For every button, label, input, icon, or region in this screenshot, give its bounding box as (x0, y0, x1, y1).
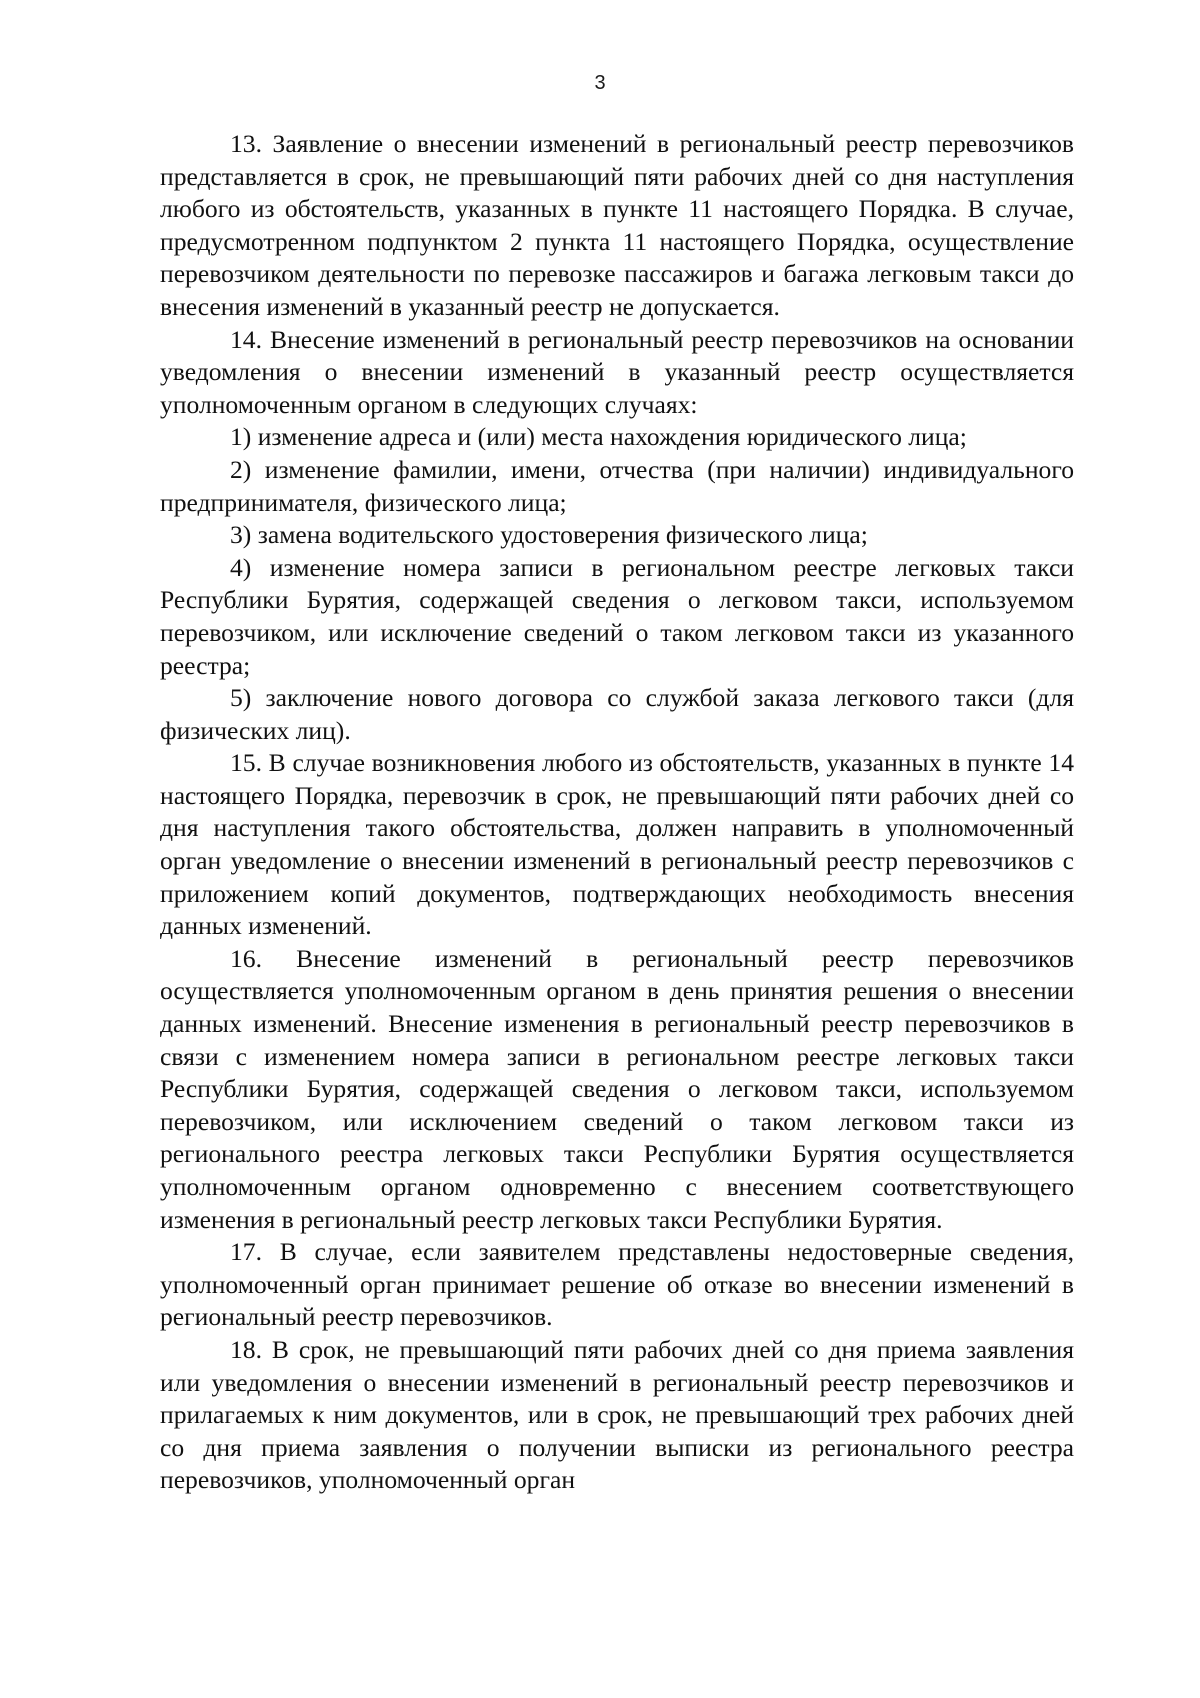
paragraph-15: 15. В случае возникновения любого из обстоятельств, указанных в пункте 14 настоящего Порядка, перевозчик в срок, не превышающий пяти рабочих дней со дня наступления такого обстоятельства, должен направить в уполномоченный орган уведомление о внесении изменений в региональный реестр перевозчиков с приложением копий документов, подтверждающих необходимость внесения данных изменений. (160, 748, 1074, 941)
paragraph-13: 13. Заявление о внесении изменений в региональный реестр перевозчиков представляется в срок, не превышающий пяти рабочих дней со дня наступления любого из обстоятельств, указанных в пункте 11 настоящего Порядка. В случае, предусмотренном подпунктом 2 пункта 11 настоящего Порядка, осуществление перевозчиком деятельности по перевозке пассажиров и багажа легковым такси до внесения изменений в указанный реестр не допускается. (160, 129, 1074, 321)
paragraph-16: 16. Внесение изменений в региональный реестр перевозчиков осуществляется уполномоченным органом в день принятия решения о внесении данных изменений. Внесение изменения в региональный реестр перевозчиков в связи с изменением номера записи в региональном реестре легковых такси Республики Бурятия, содержащей сведения о легковом такси, используемом перевозчиком, или исключением сведений о таком легковом такси из регионального реестра легковых такси Республики Бурятия осуществляется уполномоченным органом одновременно с внесением соответствующего изменения в региональный реестр легковых такси Республики Бурятия. (160, 943, 1074, 1234)
paragraph-17: 17. В случае, если заявителем представлены недостоверные сведения, уполномоченный орган принимает решение об отказе во внесении изменений в региональный реестр перевозчиков. (160, 1237, 1074, 1332)
list-item-1: 1) изменение адреса и (или) места нахождения юридического лица; (230, 422, 967, 452)
list-item-3: 3) замена водительского удостоверения физического лица; (230, 520, 868, 550)
paragraph-18: 18. В срок, не превышающий пяти рабочих дней со дня приема заявления или уведомления о внесении изменений в региональный реестр перевозчиков и прилагаемых к ним документов, или в срок, не превышающий трех рабочих дней со дня приема заявления о получении выписки из регионального реестра перевозчиков, уполномоченный орган (160, 1334, 1074, 1495)
paragraph-14: 14. Внесение изменений в региональный реестр перевозчиков на основании уведомления о внесении изменений в указанный реестр осуществляется уполномоченным органом в следующих случаях: (160, 324, 1074, 419)
list-item-5: 5) заключение нового договора со службой заказа легкового такси (для физических лиц). (160, 683, 1074, 745)
page-number: 3 (594, 72, 606, 94)
list-item-4: 4) изменение номера записи в региональном реестре легковых такси Республики Бурятия, содержащей сведения о легковом такси, используемом перевозчиком, или исключение сведений о таком легковом такси из указанного реестра; (160, 552, 1074, 680)
document-body (160, 128, 1074, 1497)
list-item-2: 2) изменение фамилии, имени, отчества (при наличии) индивидуального предпринимателя, физического лица; (160, 454, 1074, 517)
